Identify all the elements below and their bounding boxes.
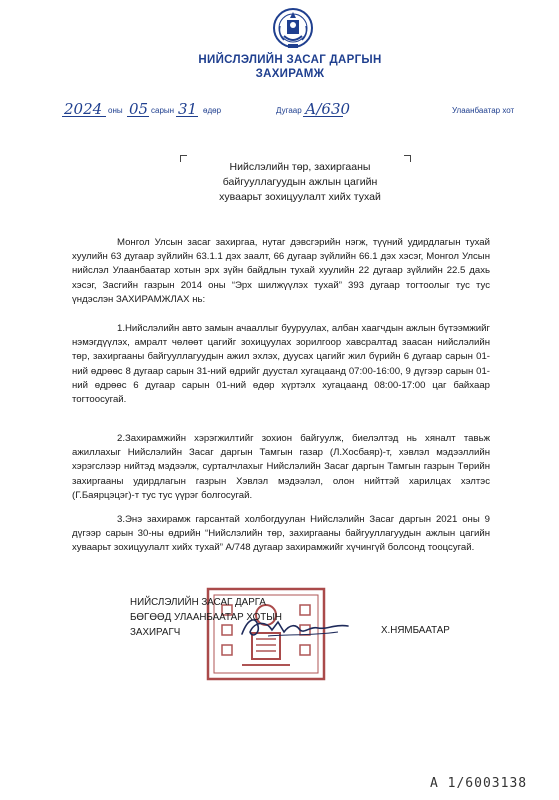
signatory-name: Х.НЯМБААТАР bbox=[381, 625, 450, 636]
clause-3-paragraph: 3.Энэ захирамж гарсантай холбогдуулан Нийслэлийн Засаг даргын 2021 оны 9 дүгээр сарын 30-ны өдрийн “Нийслэлийн төр, захиргааны байгууллагуудын ажлын цагийн хуваарьт зохицуулалт хийх тухай” А/748 дугаар захирамжийг хүчингүй болсонд тооцсугай. bbox=[72, 514, 490, 554]
document-number: А/630 bbox=[305, 100, 351, 118]
issue-city: Улаанбаатар хот bbox=[452, 106, 515, 115]
month-label: сарын bbox=[151, 106, 175, 115]
signatory-title-line: ЗАХИРАГЧ bbox=[130, 627, 181, 638]
date-year: 2024 bbox=[64, 100, 103, 118]
org-title: НИЙСЛЭЛИЙН ЗАСАГ ДАРГЫН bbox=[198, 54, 382, 66]
subject-corner-right bbox=[404, 155, 411, 162]
state-emblem-icon bbox=[272, 6, 314, 50]
document-type: ЗАХИРАМЖ bbox=[255, 68, 325, 80]
document-serial-number: А 1/6003138 bbox=[430, 776, 528, 791]
signatory-title-line: БӨГӨӨД УЛААНБААТАР ХОТЫН bbox=[130, 612, 282, 623]
day-label: өдөр bbox=[203, 106, 222, 115]
clause-1-paragraph: 1.Нийслэлийн авто замын ачааллыг бууруулах, албан хаагчдын ажлын бүтээмжийг нэмэгдүүлэх, амралт чөлөөт цагийг зохицуулах зорилгоор хавсралтад заасан нийслэлийн төр, захиргааны байгууллагуудын ажил эхлэх, дуусах цагийг жил бүрийн 6 дугаар сарын 01-ний өдрөөс 8 дугаар сарын 31-ний өдрийг дуустал хугацаанд 07:00-16:00, 9 дүгээр сарын 01-ний өдрөөс 6 дугаар сарын 01-ний өдөр хүртэлх хугацаанд 08:00-17:00 цаг байхаар тогтоосугай. bbox=[72, 323, 490, 406]
clause-2-paragraph: 2.Захирамжийн хэрэгжилтийг зохион байгуулж, биелэлтэд нь хяналт тавьж ажиллахыг Нийслэлийн Засаг даргын Тамгын газар (Л.Хосбаяр)-т, хэвлэл мэдээллийн хэрэгслээр нийтэд мэдээлж, сурталчлахыг Нийслэлийн Засаг даргын Тамгын газрын Төрийн захиргааны удирдлагын газрын Хэвлэл мэдээлэл, олон нийттэй харилцах хэлтэс (Г.Баярцэцэг)-т тус тус үүрэг болгосугай. bbox=[72, 433, 490, 501]
preamble-paragraph: Монгол Улсын засаг захиргаа, нутаг дэвсгэрийн нэгж, түүний удирдлагын тухай хуулийн 63 дугаар зүйлийн 63.1.1 дэх заалт, 66 дугаар зүйлийн 66.1 дэх хэсэг, Монгол Улсын нийслэл Улаанбаатар хотын эрх зүйн байдлын тухай хуулийн 22 дугаар зүйлийн 22.5 дахь хэсэг, Засгийн газрын 2014 оны “Эрх шилжүүлэх тухай” 393 дугаар тогтоолыг тус тус үндэслэн ЗАХИРАМЖЛАХ нь: bbox=[72, 237, 490, 305]
subject-line: Нийслэлийн төр, захиргааны bbox=[229, 161, 371, 173]
signatory-title-line: НИЙСЛЭЛИЙН ЗАСАГ ДАРГА bbox=[130, 597, 266, 608]
number-label: Дугаар bbox=[276, 106, 302, 115]
signatory-title bbox=[130, 595, 282, 640]
month-underline bbox=[127, 116, 149, 117]
date-day: 31 bbox=[178, 100, 198, 118]
number-underline bbox=[303, 116, 343, 117]
subject-line: байгууллагуудын ажлын цагийн bbox=[222, 176, 378, 188]
day-underline bbox=[176, 116, 198, 117]
document-subject bbox=[200, 160, 400, 205]
year-label: оны bbox=[108, 106, 123, 115]
subject-line: хуваарьт зохицуулалт хийх тухай bbox=[219, 191, 381, 203]
subject-corner-left bbox=[180, 155, 187, 162]
year-underline bbox=[62, 116, 106, 117]
date-number-row bbox=[0, 100, 559, 120]
date-month: 05 bbox=[129, 100, 149, 118]
